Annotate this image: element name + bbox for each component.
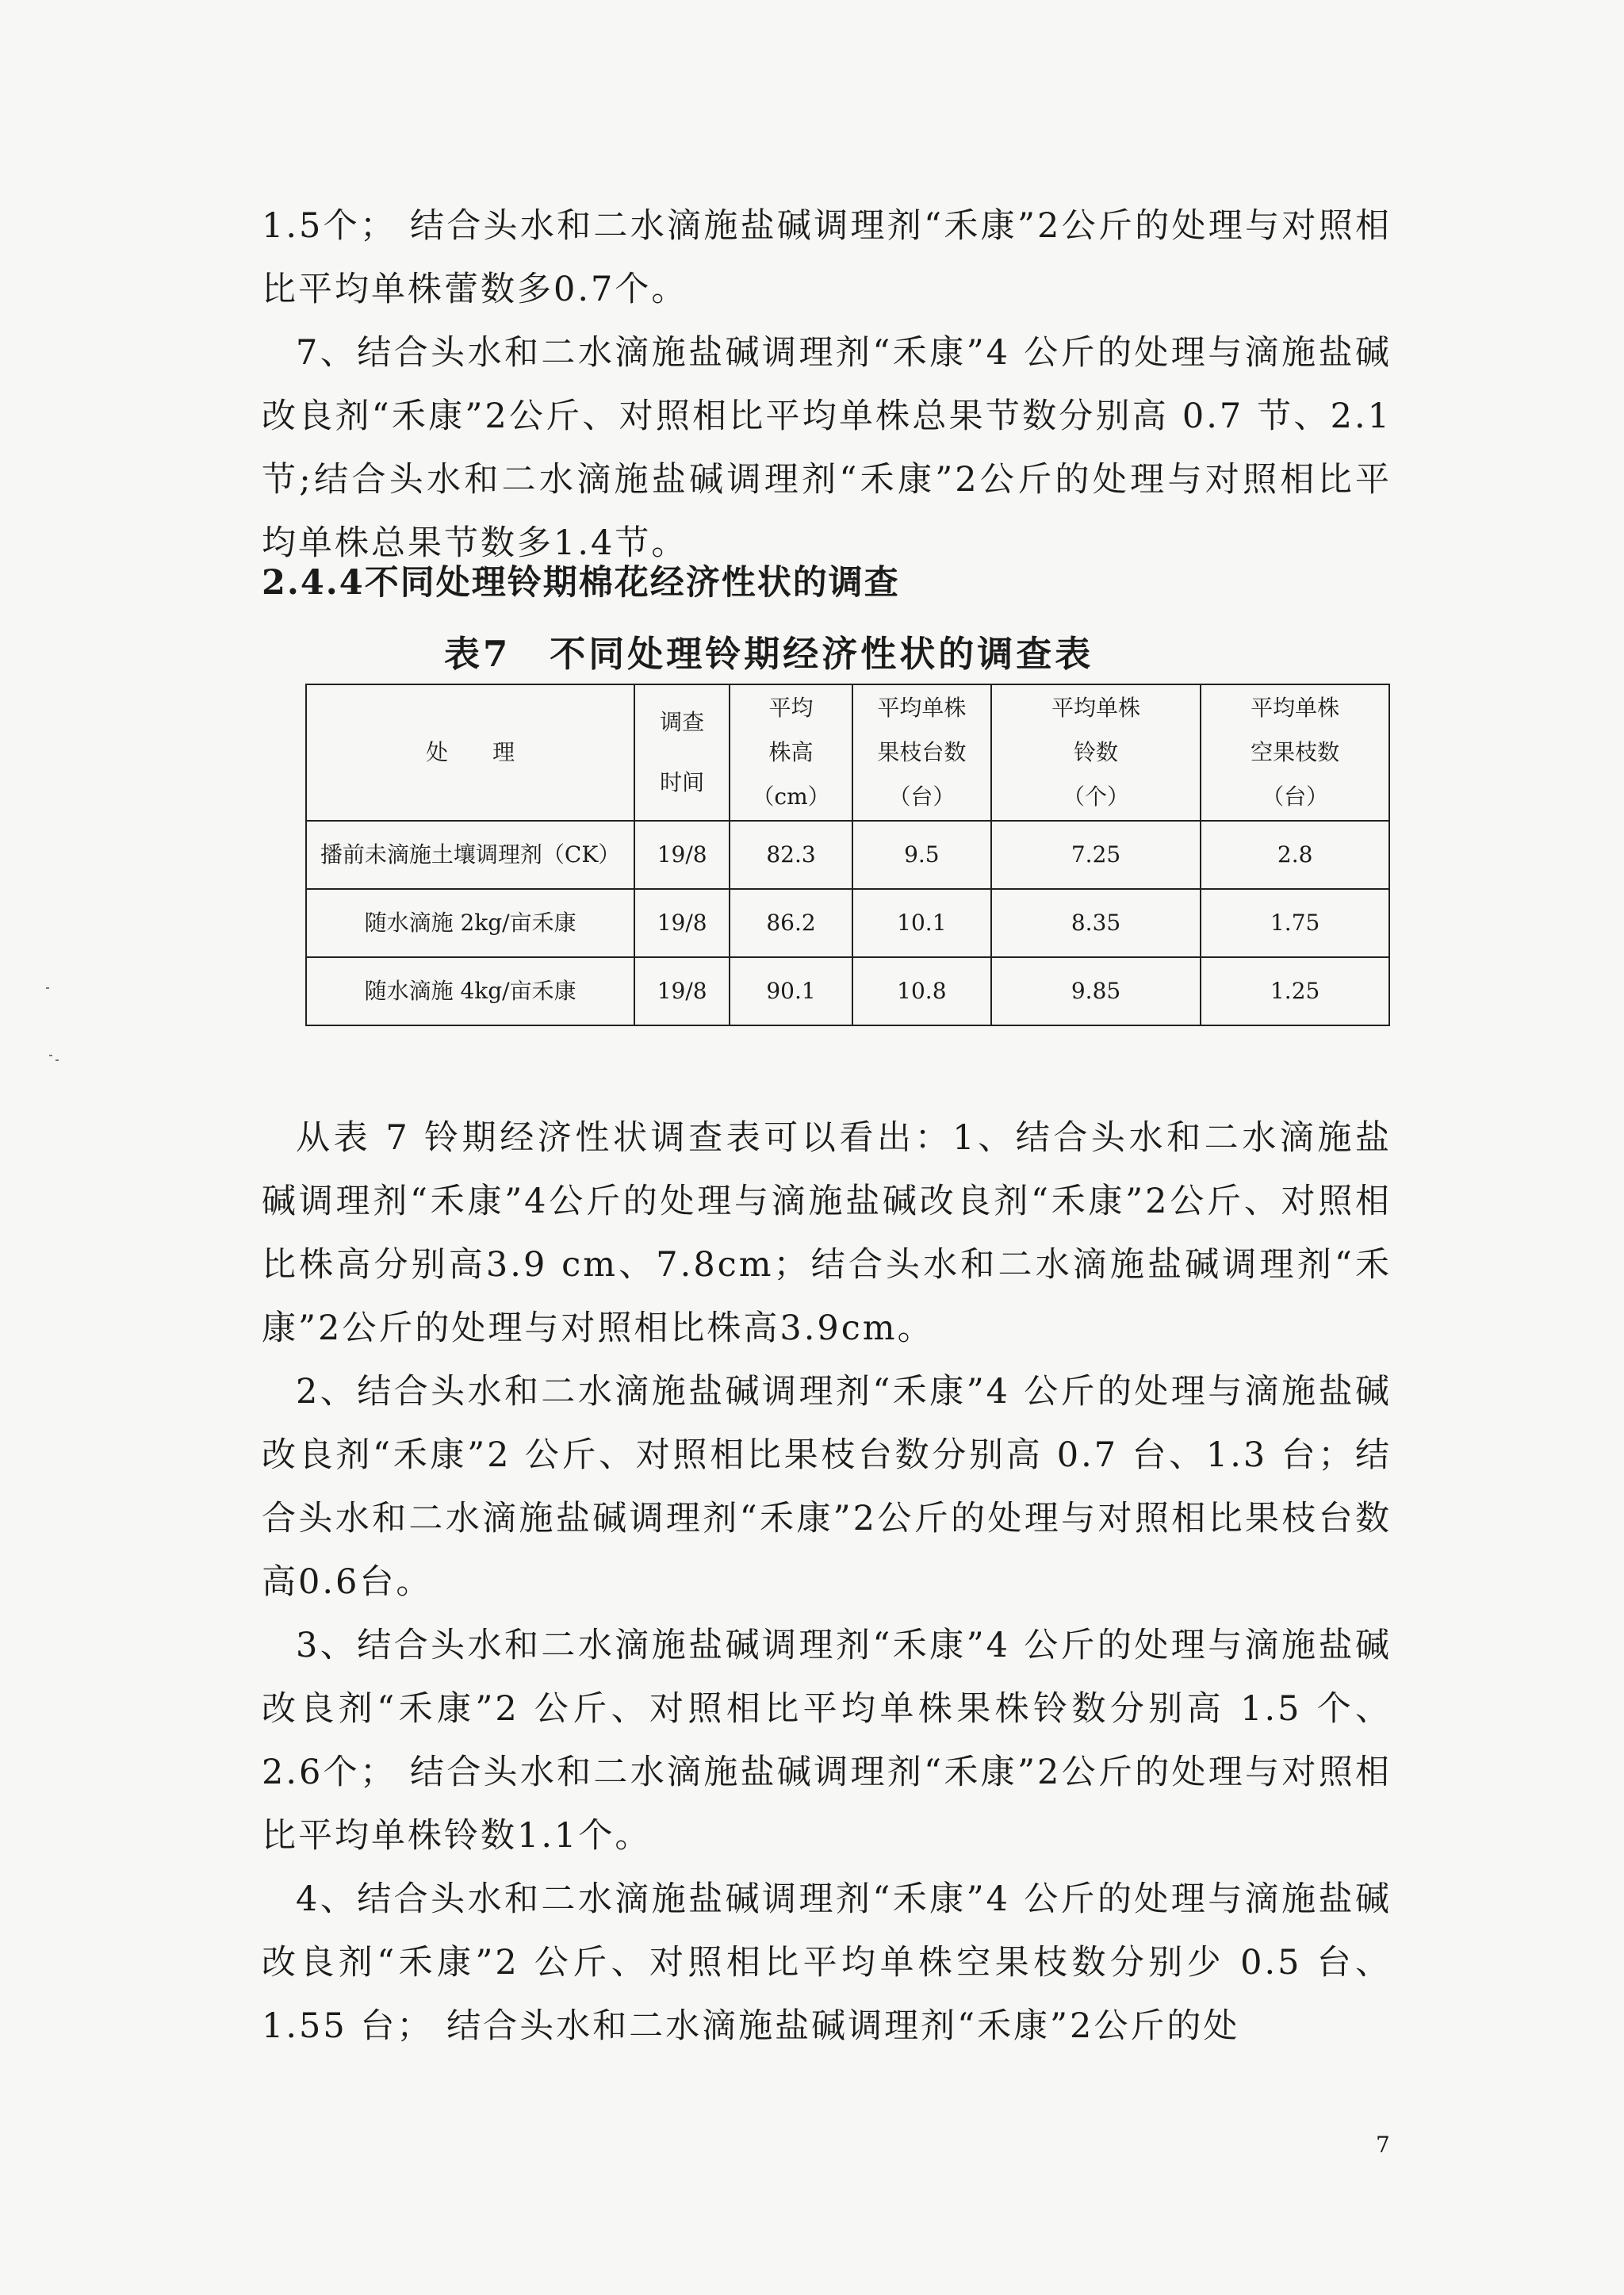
header-treatment: 处 理	[306, 684, 634, 821]
table-row	[306, 821, 1389, 889]
cell-bolls: 7.25	[991, 821, 1201, 889]
cell-treatment: 播前未滴施土壤调理剂（CK）	[306, 821, 634, 889]
header-bolls: 平均单株 铃数 （个）	[991, 684, 1201, 821]
table-7	[305, 684, 1390, 1026]
section-heading: 2.4.4不同处理铃期棉花经济性状的调查	[262, 563, 900, 603]
header-fruit-branches: 平均单株 果枝台数 （台）	[852, 684, 991, 821]
paragraph-3: 从表 7 铃期经济性状调查表可以看出：1、结合头水和二水滴施盐碱调理剂“禾康”4公斤的处理与滴施盐碱改良剂“禾康”2公斤、对照相比株高分别高3.9 cm、7.8cm；结合头水和二水滴施盐碱调理剂“禾康”2公斤的处理与对照相比株高3.9cm。	[262, 1118, 1392, 1348]
cell-treatment: 随水滴施 2kg/亩禾康	[306, 889, 634, 957]
cell-height: 86.2	[730, 889, 852, 957]
paragraph-6: 4、结合头水和二水滴施盐碱调理剂“禾康”4 公斤的处理与滴施盐碱改良剂“禾康”2 公斤、对照相比平均单株空果枝数分别少 0.5 台、1.55 台； 结合头水和二水滴施盐碱调理剂“禾康”2公斤的处	[262, 1879, 1392, 2046]
scan-speck	[49, 1055, 52, 1056]
paragraph-1: 1.5个； 结合头水和二水滴施盐碱调理剂“禾康”2公斤的处理与对照相比平均单株蕾数多0.7个。	[262, 206, 1392, 309]
scan-speck	[46, 987, 49, 989]
paragraph-5: 3、结合头水和二水滴施盐碱调理剂“禾康”4 公斤的处理与滴施盐碱改良剂“禾康”2 公斤、对照相比平均单株果株铃数分别高 1.5 个、2.6个； 结合头水和二水滴施盐碱调理剂“禾康”2公斤的处理与对照相比平均单株铃数1.1个。	[262, 1626, 1392, 1856]
table-row	[306, 957, 1389, 1025]
header-plant-height: 平均 株高 （cm）	[730, 684, 852, 821]
cell-empty: 2.8	[1201, 821, 1389, 889]
cell-time: 19/8	[634, 957, 730, 1025]
table-row	[306, 889, 1389, 957]
cell-bolls: 8.35	[991, 889, 1201, 957]
cell-time: 19/8	[634, 889, 730, 957]
cell-time: 19/8	[634, 821, 730, 889]
cell-empty: 1.75	[1201, 889, 1389, 957]
cell-bolls: 9.85	[991, 957, 1201, 1025]
cell-branches: 10.8	[852, 957, 991, 1025]
header-empty-branches: 平均单株 空果枝数 （台）	[1201, 684, 1389, 821]
page-number: 7	[1376, 2132, 1390, 2158]
table-header-row	[306, 684, 1389, 821]
paragraph-2: 7、结合头水和二水滴施盐碱调理剂“禾康”4 公斤的处理与滴施盐碱改良剂“禾康”2公斤、对照相比平均单株总果节数分别高 0.7 节、2.1 节;结合头水和二水滴施盐碱调理剂“禾康”2公斤的处理与对照相比平均单株总果节数多1.4节。	[262, 333, 1392, 563]
cell-branches: 10.1	[852, 889, 991, 957]
cell-height: 90.1	[730, 957, 852, 1025]
cell-treatment: 随水滴施 4kg/亩禾康	[306, 957, 634, 1025]
cell-branches: 9.5	[852, 821, 991, 889]
cell-empty: 1.25	[1201, 957, 1389, 1025]
cell-height: 82.3	[730, 821, 852, 889]
header-survey-time: 调查 时间	[634, 684, 730, 821]
paragraph-4: 2、结合头水和二水滴施盐碱调理剂“禾康”4 公斤的处理与滴施盐碱改良剂“禾康”2 公斤、对照相比果枝台数分别高 0.7 台、1.3 台；结合头水和二水滴施盐碱调理剂“禾康”2公斤的处理与对照相比果枝台数高0.6台。	[262, 1372, 1392, 1602]
table-caption: 表7 不同处理铃期经济性状的调查表	[444, 633, 1094, 675]
scan-speck	[56, 1059, 59, 1061]
